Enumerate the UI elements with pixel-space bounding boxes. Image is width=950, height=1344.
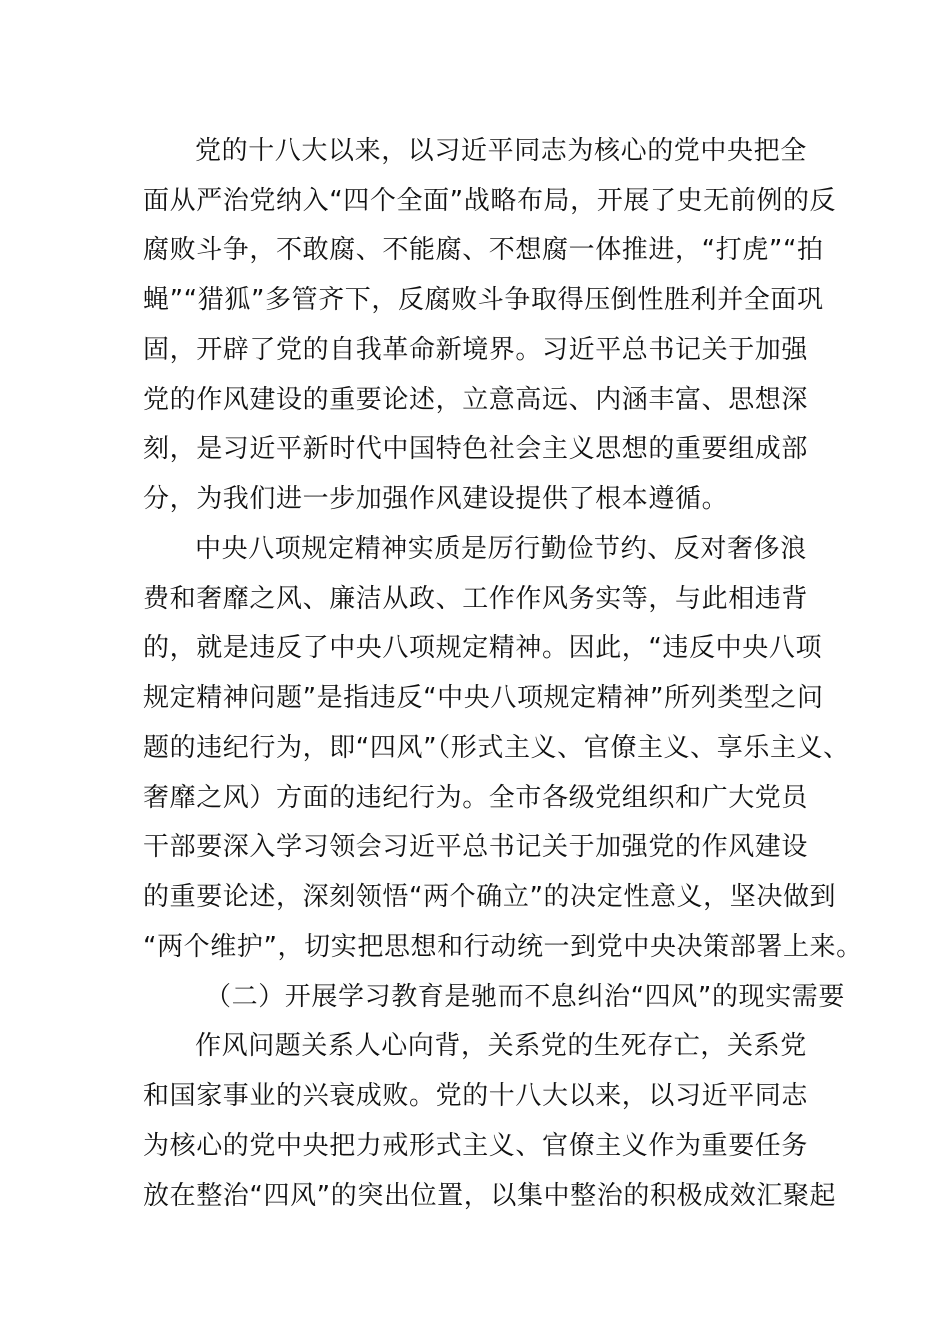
paragraph-1-line-5: 固，开辟了党的自我革命新境界。习近平总书记关于加强 [143,335,809,365]
paragraph-2-line-9: “两个维护”，切实把思想和行动统一到党中央决策部署上来。 [143,932,863,962]
paragraph-1-line-7: 刻，是习近平新时代中国特色社会主义思想的重要组成部 [143,434,809,464]
paragraph-2-line-3: 的，就是违反了中央八项规定精神。因此，“违反中央八项 [143,633,823,663]
paragraph-2-line-1: 中央八项规定精神实质是厉行勤俭节约、反对奢侈浪 [195,534,807,564]
paragraph-3-line-1: 作风问题关系人心向背，关系党的生死存亡，关系党 [195,1031,807,1061]
paragraph-2-line-8: 的重要论述，深刻领悟“两个确立”的决定性意义，坚决做到 [143,882,837,912]
paragraph-1-line-3: 腐败斗争，不敢腐、不能腐、不想腐一体推进，“打虎”“拍 [143,235,824,265]
paragraph-2-line-5: 题的违纪行为，即“四风”（形式主义、官僚主义、享乐主义、 [143,733,850,763]
paragraph-2-line-7: 干部要深入学习领会习近平总书记关于加强党的作风建设 [143,832,809,862]
paragraph-1-line-8: 分，为我们进一步加强作风建设提供了根本遵循。 [143,484,729,514]
paragraph-1-line-6: 党的作风建设的重要论述，立意高远、内涵丰富、思想深 [143,385,809,415]
paragraph-2-line-2: 费和奢靡之风、廉洁从政、工作作风务实等，与此相违背 [143,584,809,614]
paragraph-1-line-4: 蝇”“猎狐”多管齐下，反腐败斗争取得压倒性胜利并全面巩 [143,285,824,315]
paragraph-2-line-6: 奢靡之风）方面的违纪行为。全市各级党组织和广大党员 [143,783,809,813]
section-heading: （二）开展学习教育是驰而不息纠治“四风”的现实需要 [205,982,845,1012]
paragraph-3-line-3: 为核心的党中央把力戒形式主义、官僚主义作为重要任务 [143,1131,809,1161]
paragraph-2-line-4: 规定精神问题”是指违反“中央八项规定精神”所列类型之问 [143,683,824,713]
paragraph-1-line-2: 面从严治党纳入“四个全面”战略布局，开展了史无前例的反 [143,186,837,216]
paragraph-1-line-1: 党的十八大以来，以习近平同志为核心的党中央把全 [195,136,807,166]
paragraph-3-line-2: 和国家事业的兴衰成败。党的十八大以来，以习近平同志 [143,1081,809,1111]
paragraph-3-line-4: 放在整治“四风”的突出位置，以集中整治的积极成效汇聚起 [143,1181,837,1211]
